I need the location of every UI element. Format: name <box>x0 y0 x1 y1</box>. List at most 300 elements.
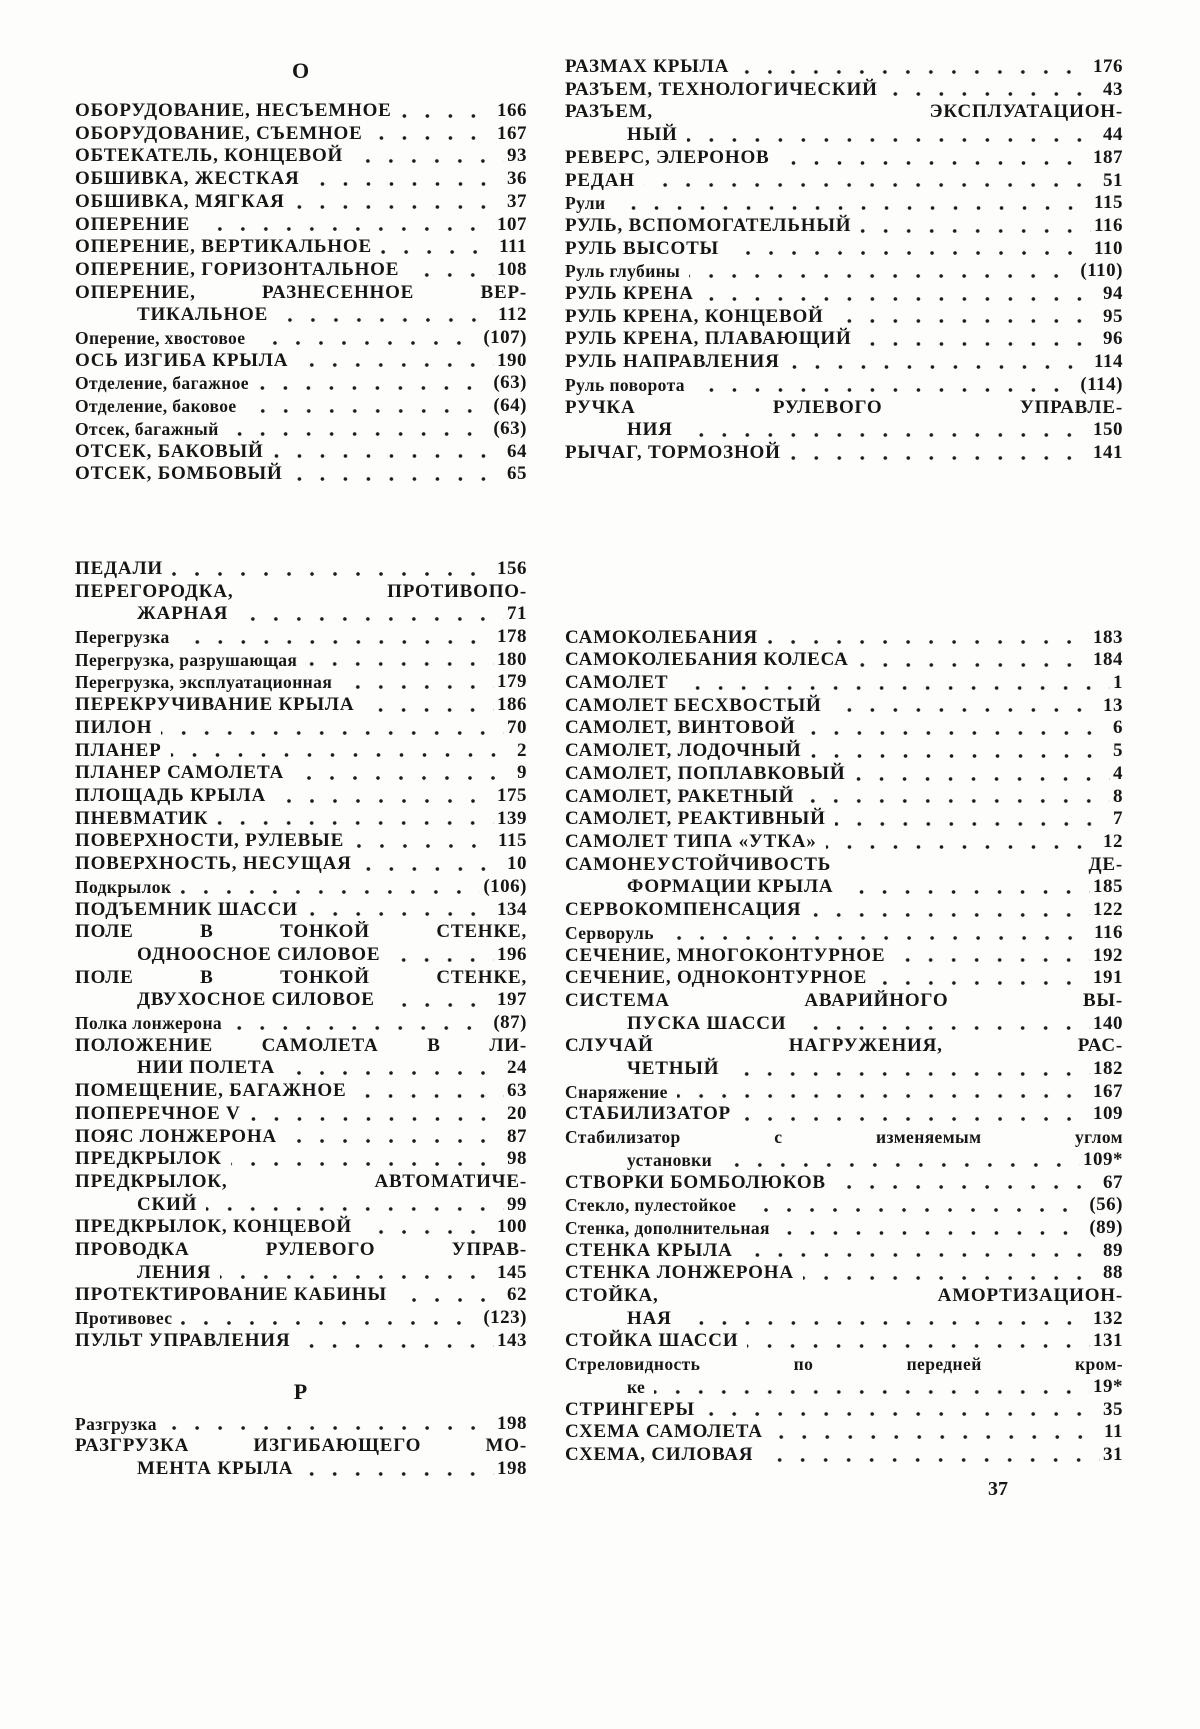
index-block <box>565 56 1123 465</box>
entry-term: ПРОТЕКТИРОВАНИЕ КАБИНЫ <box>75 1284 387 1306</box>
entry-page-number: (110) <box>1080 260 1123 282</box>
entry-row <box>75 808 527 831</box>
entry-row <box>75 100 527 123</box>
entry-term: Отделение, багажное <box>75 373 249 394</box>
entry-page-number: 100 <box>497 1216 527 1238</box>
leader-dots <box>258 386 490 390</box>
index-block <box>75 1379 527 1481</box>
entry-page-number: 141 <box>1093 441 1123 463</box>
entry-page-number: 139 <box>497 807 527 829</box>
entry-term: ОБОРУДОВАНИЕ, СЪЕМНОЕ <box>75 122 363 144</box>
entry-page-number: 20 <box>507 1102 527 1124</box>
entry-term: ПОЯС ЛОНЖЕРОНА <box>75 1125 277 1147</box>
entry-row <box>565 945 1123 968</box>
leader-dots <box>762 1458 1100 1462</box>
leader-dots <box>831 708 1100 712</box>
entry-row <box>565 967 1123 990</box>
entry-row <box>75 1216 527 1239</box>
entry-term: ПОПЕРЕЧНОЕ V <box>75 1102 241 1124</box>
leader-dots <box>180 890 480 894</box>
entry-row <box>75 1148 527 1171</box>
entry-page-number: 63 <box>507 1080 527 1102</box>
index-entry <box>565 147 1123 170</box>
entry-row <box>75 1126 527 1149</box>
entry-page-number: 35 <box>1103 1398 1123 1420</box>
leader-dots <box>361 1230 494 1234</box>
entry-page-number: 122 <box>1093 899 1123 921</box>
index-entry <box>75 899 527 922</box>
index-entry <box>565 79 1123 102</box>
leader-dots <box>704 1412 1100 1416</box>
index-entry <box>75 441 527 464</box>
entry-row <box>75 418 527 441</box>
entry-page-number: 98 <box>507 1148 527 1170</box>
entry-row <box>565 1103 1123 1126</box>
entry-page-number: 186 <box>497 694 527 716</box>
entry-row <box>75 1413 527 1436</box>
leader-dots <box>654 1390 1090 1394</box>
column-right <box>565 56 1123 1467</box>
entry-row <box>565 124 1123 147</box>
index-entry <box>565 442 1123 465</box>
entry-term: ПОМЕЩЕНИЕ, БАГАЖНОЕ <box>75 1080 347 1102</box>
leader-dots <box>250 1117 504 1121</box>
entry-row <box>565 374 1123 397</box>
entry-row <box>75 1080 527 1103</box>
entry-page-number: 196 <box>497 943 527 965</box>
entry-page-number: 94 <box>1103 283 1123 305</box>
entry-term: ке <box>627 1376 646 1397</box>
entry-term: ПОДЪЕМНИК ШАССИ <box>75 898 298 920</box>
entry-row <box>565 695 1123 718</box>
entry-term: Стенка, дополнительная <box>565 1217 770 1238</box>
entry-term-line: Стабилизатор с изменяемым углом <box>565 1127 1123 1148</box>
entry-term: РАЗМАХ КРЫЛА <box>565 56 730 77</box>
leader-dots <box>805 731 1110 735</box>
entry-row <box>565 170 1123 193</box>
leader-dots <box>876 981 1090 985</box>
leader-dots <box>302 1472 494 1476</box>
entry-row <box>565 1172 1123 1195</box>
entry-page-number: 107 <box>497 213 527 235</box>
entry-term: ОТСЕК, БОМБОВЫЙ <box>75 463 283 485</box>
entry-term: ОСЬ ИЗГИБА КРЫЛА <box>75 349 289 371</box>
entry-page-number: 1 <box>1113 672 1123 694</box>
leader-dots <box>687 138 1100 142</box>
entry-term: ЖАРНАЯ <box>137 603 229 625</box>
leader-dots <box>742 1253 1100 1257</box>
entry-term: Подкрылок <box>75 876 172 897</box>
entry-row <box>75 145 527 168</box>
entry-term-line: РАЗГРУЗКА ИЗГИБАЮЩЕГО МО- <box>75 1435 527 1457</box>
leader-dots <box>284 1071 504 1075</box>
entry-term: СТРИНГЕРЫ <box>565 1398 695 1420</box>
entry-page-number: 51 <box>1103 169 1123 191</box>
index-entry <box>565 1103 1123 1126</box>
index-entry <box>565 351 1123 374</box>
entry-term: Противовес <box>75 1308 173 1329</box>
entry-term: НЫЙ <box>627 124 678 146</box>
index-block <box>565 627 1123 1467</box>
leader-dots <box>273 454 504 458</box>
entry-row <box>75 1330 527 1353</box>
entry-page-number: 178 <box>497 626 527 648</box>
entry-row <box>75 853 527 876</box>
entry-row <box>75 372 527 395</box>
index-entry <box>75 1435 527 1480</box>
entry-term: Рули <box>565 193 606 214</box>
leader-dots <box>644 183 1100 187</box>
leader-dots <box>747 1344 1090 1348</box>
entry-term: СЕРВОКОМПЕНСАЦИЯ <box>565 899 802 921</box>
index-entry <box>565 170 1123 193</box>
entry-term: СЕЧЕНИЕ, МНОГОКОНТУРНОЕ <box>565 944 886 966</box>
index-entry <box>565 1353 1123 1398</box>
leader-dots <box>858 663 1090 667</box>
entry-page-number: 184 <box>1093 649 1123 671</box>
leader-dots <box>172 572 494 576</box>
entry-row <box>75 899 527 922</box>
index-entry <box>75 876 527 899</box>
index-entry <box>565 967 1123 990</box>
entry-page-number: (114) <box>1080 373 1123 395</box>
index-entry <box>75 626 527 649</box>
leader-dots <box>179 640 494 644</box>
entry-page-number: 10 <box>507 853 527 875</box>
entry-page-number: 132 <box>1093 1307 1123 1329</box>
index-entry <box>565 374 1123 397</box>
index-entry <box>565 260 1123 283</box>
entry-term: РУЛЬ ВЫСОТЫ <box>565 237 719 259</box>
index-entry <box>75 1284 527 1307</box>
index-entry <box>565 1285 1123 1330</box>
entry-term-line: Стреловидность по передней кром- <box>565 1354 1123 1375</box>
leader-dots <box>728 251 1091 255</box>
entry-term: Отсек, багажный <box>75 418 219 439</box>
index-entry <box>565 695 1123 718</box>
entry-term: ПЕРЕКРУЧИВАНИЕ КРЫЛА <box>75 694 355 716</box>
index-entry <box>75 1080 527 1103</box>
leader-dots <box>738 70 1090 74</box>
entry-page-number: 198 <box>497 1457 527 1479</box>
entry-row <box>75 123 527 146</box>
entry-term: ОБТЕКАТЕЛЬ, КОНЦЕВОЙ <box>75 145 344 167</box>
entry-row <box>565 1240 1123 1263</box>
entry-row <box>75 350 527 373</box>
entry-row <box>565 763 1123 786</box>
entry-page-number: 190 <box>497 349 527 371</box>
index-entry <box>75 581 527 626</box>
entry-page-number: 70 <box>507 716 527 738</box>
leader-dots <box>615 206 1092 210</box>
entry-term: РУЛЬ НАПРАВЛЕНИЯ <box>565 351 780 373</box>
entry-row <box>75 944 527 967</box>
index-entry <box>75 808 527 831</box>
entry-term: СХЕМА САМОЛЕТА <box>565 1421 763 1443</box>
entry-page-number: 44 <box>1103 124 1123 146</box>
index-entry <box>565 672 1123 695</box>
entry-row <box>565 717 1123 740</box>
index-entry <box>75 830 527 853</box>
leader-dots <box>401 114 494 118</box>
entry-term: САМОЛЕТ ТИПА «УТКА» <box>565 830 817 852</box>
index-entry <box>565 717 1123 740</box>
index-entry <box>75 921 527 966</box>
entry-term: ПИЛОН <box>75 716 153 738</box>
entry-term: НАЯ <box>627 1307 672 1329</box>
index-entry <box>565 1444 1123 1467</box>
entry-term: РУЛЬ КРЕНА, ПЛАВАЮЩИЙ <box>565 328 852 350</box>
leader-dots <box>246 409 491 413</box>
index-entry <box>565 1081 1123 1104</box>
entry-page-number: (63) <box>493 372 527 394</box>
entry-page-number: 109 <box>1093 1103 1123 1125</box>
index-entry <box>75 1413 527 1436</box>
entry-term: ОБШИВКА, ЖЕСТКАЯ <box>75 168 300 190</box>
leader-dots <box>721 1163 1080 1167</box>
entry-term: ПЕДАЛИ <box>75 557 163 579</box>
entry-row <box>75 441 527 464</box>
leader-dots <box>860 229 1091 233</box>
entry-page-number: 109* <box>1083 1148 1123 1170</box>
index-entry <box>75 1012 527 1035</box>
leader-dots <box>199 227 494 231</box>
entry-row <box>565 672 1123 695</box>
leader-dots <box>677 1094 1090 1098</box>
entry-page-number: 114 <box>1094 351 1123 373</box>
entry-row <box>75 304 527 327</box>
index-entry <box>75 418 527 441</box>
leader-dots <box>694 388 1077 392</box>
entry-term: САМОЛЕТ, РЕАКТИВНЫЙ <box>565 808 826 830</box>
entry-term: ПЛАНЕР <box>75 739 162 761</box>
index-entry <box>565 56 1123 79</box>
index-entry <box>565 192 1123 215</box>
entry-row <box>565 876 1123 899</box>
index-entry <box>565 854 1123 899</box>
leader-dots <box>835 822 1110 826</box>
entry-term: ФОРМАЦИИ КРЫЛА <box>627 876 834 898</box>
entry-row <box>75 717 527 740</box>
index-entry <box>75 145 527 168</box>
entry-row <box>565 79 1123 102</box>
section-letter: О <box>291 58 311 83</box>
entry-row <box>75 1057 527 1080</box>
entry-row <box>75 671 527 694</box>
index-entry <box>75 236 527 259</box>
entry-row <box>75 236 527 259</box>
entry-term: РУЛЬ, ВСПОМОГАТЕЛЬНЫЙ <box>565 214 852 236</box>
entry-row <box>565 147 1123 170</box>
index-entry <box>75 694 527 717</box>
leader-dots <box>166 1426 494 1430</box>
index-entry <box>565 1035 1123 1080</box>
entry-row <box>565 442 1123 465</box>
entry-page-number: 185 <box>1093 876 1123 898</box>
entry-term: Снаряжение <box>565 1081 668 1102</box>
entry-term: ЛЕНИЯ <box>137 1261 212 1283</box>
entry-term: СХЕМА, СИЛОВАЯ <box>565 1443 754 1465</box>
entry-page-number: 99 <box>507 1193 527 1215</box>
entry-row <box>565 808 1123 831</box>
index-entry <box>565 831 1123 854</box>
entry-row <box>565 419 1123 442</box>
entry-term-line: СИСТЕМА АВАРИЙНОГО ВЫ- <box>565 989 1123 1011</box>
entry-term-line: РУЧКА РУЛЕВОГО УПРАВЛЕ- <box>565 396 1123 418</box>
leader-dots <box>355 1094 504 1098</box>
entry-term: МЕНТА КРЫЛА <box>137 1457 294 1479</box>
entry-term: САМОЛЕТ, РАКЕТНЫЙ <box>565 785 795 807</box>
folio-page-number: 37 <box>988 1478 1008 1500</box>
leader-dots <box>181 1321 480 1325</box>
entry-page-number: 71 <box>507 603 527 625</box>
entry-term: ОБОРУДОВАНИЕ, НЕСЪЕМНОЕ <box>75 100 392 121</box>
entry-row <box>75 327 527 350</box>
entry-row <box>75 191 527 214</box>
entry-page-number: 36 <box>507 168 527 190</box>
entry-term-line: ОПЕРЕНИЕ, РАЗНЕСЕННОЕ ВЕР- <box>75 281 527 303</box>
entry-row <box>565 1081 1123 1104</box>
leader-dots <box>341 685 494 689</box>
entry-term: САМОЛЕТ БЕСХВОСТЫЙ <box>565 694 822 716</box>
entry-term: Полка лонжерона <box>75 1013 223 1034</box>
entry-page-number: 12 <box>1103 830 1123 852</box>
index-entry <box>75 785 527 808</box>
entry-term-line: РАЗЪЕМ, ЭКСПЛУАТАЦИОН- <box>565 101 1123 123</box>
entry-row <box>565 786 1123 809</box>
leader-dots <box>381 250 496 254</box>
index-block <box>75 558 527 1353</box>
leader-dots <box>803 799 1110 803</box>
entry-page-number: 65 <box>507 463 527 485</box>
entry-page-number: 176 <box>1093 56 1123 77</box>
entry-row <box>75 1458 527 1481</box>
leader-dots <box>408 273 494 277</box>
entry-row <box>565 192 1123 215</box>
leader-dots <box>293 776 514 780</box>
entry-row <box>75 762 527 785</box>
index-entry <box>565 1240 1123 1263</box>
index-entry <box>565 328 1123 351</box>
entry-term: Перегрузка, эксплуатационная <box>75 672 333 693</box>
entry-page-number: 43 <box>1103 78 1123 100</box>
entry-page-number: 111 <box>499 236 527 258</box>
entry-page-number: (106) <box>483 875 527 897</box>
leader-dots <box>294 205 504 209</box>
entry-row <box>565 1149 1123 1172</box>
index-entry <box>75 395 527 418</box>
entry-row <box>75 1262 527 1285</box>
index-entry <box>75 214 527 237</box>
entry-page-number: 8 <box>1113 785 1123 807</box>
index-entry <box>75 100 527 123</box>
entry-term: РЕДАН <box>565 169 635 191</box>
leader-dots <box>372 136 494 140</box>
index-entry <box>75 1216 527 1239</box>
entry-term: ТИКАЛЬНОЕ <box>137 304 269 326</box>
entry-page-number: 179 <box>497 671 527 693</box>
index-entry <box>75 1035 527 1080</box>
leader-dots <box>292 477 504 481</box>
entry-row <box>565 1399 1123 1422</box>
entry-term: ОПЕРЕНИЕ, ВЕРТИКАЛЬНОЕ <box>75 236 372 258</box>
index-entry <box>75 1330 527 1353</box>
leader-dots <box>681 1321 1090 1325</box>
entry-page-number: (64) <box>493 395 527 417</box>
entry-row <box>75 558 527 581</box>
leader-dots <box>795 1026 1090 1030</box>
index-entry <box>75 191 527 214</box>
index-entry <box>565 808 1123 831</box>
entry-term: САМОКОЛЕБАНИЯ <box>565 626 758 648</box>
entry-row <box>565 1013 1123 1036</box>
entry-row <box>75 649 527 672</box>
entry-row <box>565 1262 1123 1285</box>
entry-row <box>75 1307 527 1330</box>
entry-row <box>75 1194 527 1217</box>
leader-dots <box>779 161 1090 165</box>
index-entry <box>565 306 1123 329</box>
index-block <box>75 58 527 486</box>
entry-row <box>565 1308 1123 1331</box>
entry-page-number: 116 <box>1094 921 1123 943</box>
entry-term-line: ПРОВОДКА РУЛЕВОГО УПРАВ- <box>75 1239 527 1261</box>
leader-dots <box>894 958 1090 962</box>
section-letter: Р <box>293 1378 309 1404</box>
entry-page-number: 7 <box>1113 808 1123 830</box>
index-entry <box>75 1126 527 1149</box>
index-entry <box>75 282 527 327</box>
entry-row <box>75 259 527 282</box>
entry-term-line: ПОЛЕ В ТОНКОЙ СТЕНКЕ, <box>75 966 527 988</box>
entry-page-number: 140 <box>1093 1012 1123 1034</box>
entry-page-number: 6 <box>1113 717 1123 739</box>
entry-row <box>75 694 527 717</box>
entry-row <box>75 463 527 486</box>
entry-row <box>565 1421 1123 1444</box>
entry-page-number: 115 <box>498 830 527 852</box>
entry-term: Оперение, хвостовое <box>75 328 246 349</box>
entry-page-number: 167 <box>1093 1080 1123 1102</box>
leader-dots <box>307 912 494 916</box>
entry-page-number: 167 <box>497 122 527 144</box>
index-entry <box>565 1421 1123 1444</box>
entry-term: РАЗЪЕМ, ТЕХНОЛОГИЧЕСКИЙ <box>565 78 878 100</box>
entry-page-number: 166 <box>497 100 527 121</box>
entry-page-number: (63) <box>493 417 527 439</box>
entry-row <box>75 989 527 1012</box>
index-entry <box>75 558 527 581</box>
index-entry <box>565 101 1123 146</box>
leader-dots <box>810 913 1090 917</box>
index-entry <box>75 671 527 694</box>
entry-term: НИЯ <box>627 419 673 441</box>
leader-dots <box>275 799 494 803</box>
entry-row <box>75 740 527 763</box>
entry-row <box>565 1058 1123 1081</box>
entry-term: ПНЕВМАТИК <box>75 807 209 829</box>
entry-row <box>75 876 527 899</box>
entry-page-number: 116 <box>1094 214 1123 236</box>
index-entry <box>75 463 527 486</box>
index-entry <box>75 740 527 763</box>
entry-page-number: 37 <box>507 190 527 212</box>
entry-page-number: 110 <box>1094 237 1123 259</box>
entry-term: Руль поворота <box>565 374 685 395</box>
entry-term: САМОЛЕТ, ПОПЛАВКОВЫЙ <box>565 762 846 784</box>
entry-term-line: ПОЛОЖЕНИЕ САМОЛЕТА В ЛИ- <box>75 1034 527 1056</box>
entry-term: ПЛАНЕР САМОЛЕТА <box>75 762 285 784</box>
